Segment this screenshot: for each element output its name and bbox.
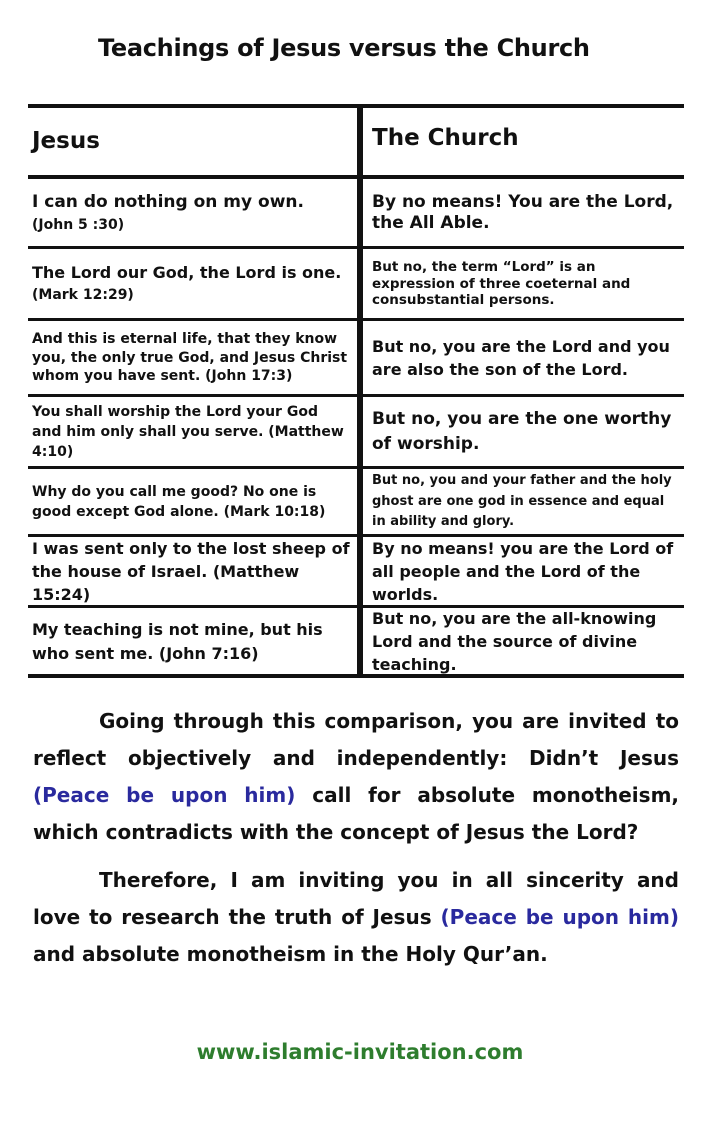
header-jesus: Jesus	[32, 128, 100, 155]
table-rule	[28, 318, 684, 321]
peace-be-upon-him-highlight: (Peace be upon him)	[33, 783, 296, 807]
table-row-3-jesus: And this is eternal life, that they know you, the only true God, and Jesus Christ whom you have sent. (John 17:3)	[32, 330, 348, 385]
website-link[interactable]: www.islamic-invitation.com	[196, 1040, 524, 1064]
table-row-1-jesus	[28, 180, 354, 246]
table-row-4-jesus: You shall worship the Lord your God and him only shall you serve. (Matthew 4:10)	[32, 403, 344, 461]
table-row-2-church: But no, the term “Lord” is an expression of three coeternal and consubstantial persons.	[372, 258, 631, 309]
table-rule	[28, 175, 684, 179]
paragraph-1-text-end: call for absolute monotheism, which contradicts with the concept of Jesus the Lord?	[33, 783, 680, 844]
table-row-3-church: But no, you are the Lord and you are also the son of the Lord.	[372, 336, 670, 379]
invitation-paragraph-1	[33, 703, 679, 851]
paragraph-2-text-end: and absolute monotheism in the Holy Qur’an.	[33, 942, 548, 966]
paragraph-2-text: Therefore, I am inviting you in all sincerity and love to research the truth of Jesus	[33, 868, 679, 929]
table-row-5-church: But no, you and your father and the holy ghost are one god in essence and equal in ability and glory.	[372, 472, 672, 530]
table-row-6-jesus: I was sent only to the lost sheep of the house of Israel. (Matthew 15:24)	[32, 538, 350, 605]
table-rule	[28, 246, 684, 249]
table-rule	[28, 394, 684, 397]
table-rule	[28, 466, 684, 469]
table-row-6-church: By no means! you are the Lord of all people and the Lord of the worlds.	[372, 538, 674, 605]
table-row-1-church: By no means! You are the Lord, the All Able.	[372, 191, 674, 233]
table-row-7-jesus: My teaching is not mine, but his who sent me. (John 7:16)	[32, 620, 323, 663]
jesus-quote: I can do nothing on my own.	[32, 191, 304, 212]
table-row-4-church: But no, you are the one worthy of worship.	[372, 409, 672, 454]
peace-be-upon-him-highlight: (Peace be upon him)	[440, 905, 680, 929]
invitation-paragraph-2	[33, 862, 679, 973]
jesus-reference: (John 5 :30)	[32, 216, 125, 233]
header-church: The Church	[372, 124, 519, 151]
table-row-2-jesus	[28, 250, 354, 318]
table-row-7-church: But no, you are the all-knowing Lord and the source of divine teaching.	[372, 608, 657, 675]
jesus-reference: (Mark 12:29)	[32, 287, 134, 304]
table-row-5-jesus: Why do you call me good? No one is good except God alone. (Mark 10:18)	[32, 483, 326, 520]
page-title: Teachings of Jesus versus the Church	[98, 34, 590, 62]
comparison-table	[28, 104, 684, 678]
paragraph-1-text: Going through this comparison, you are invited to reflect objectively and independently: Didn’t Jesus	[33, 709, 679, 770]
jesus-quote: The Lord our God, the Lord is one.	[32, 263, 342, 283]
table-column-divider	[357, 104, 363, 678]
